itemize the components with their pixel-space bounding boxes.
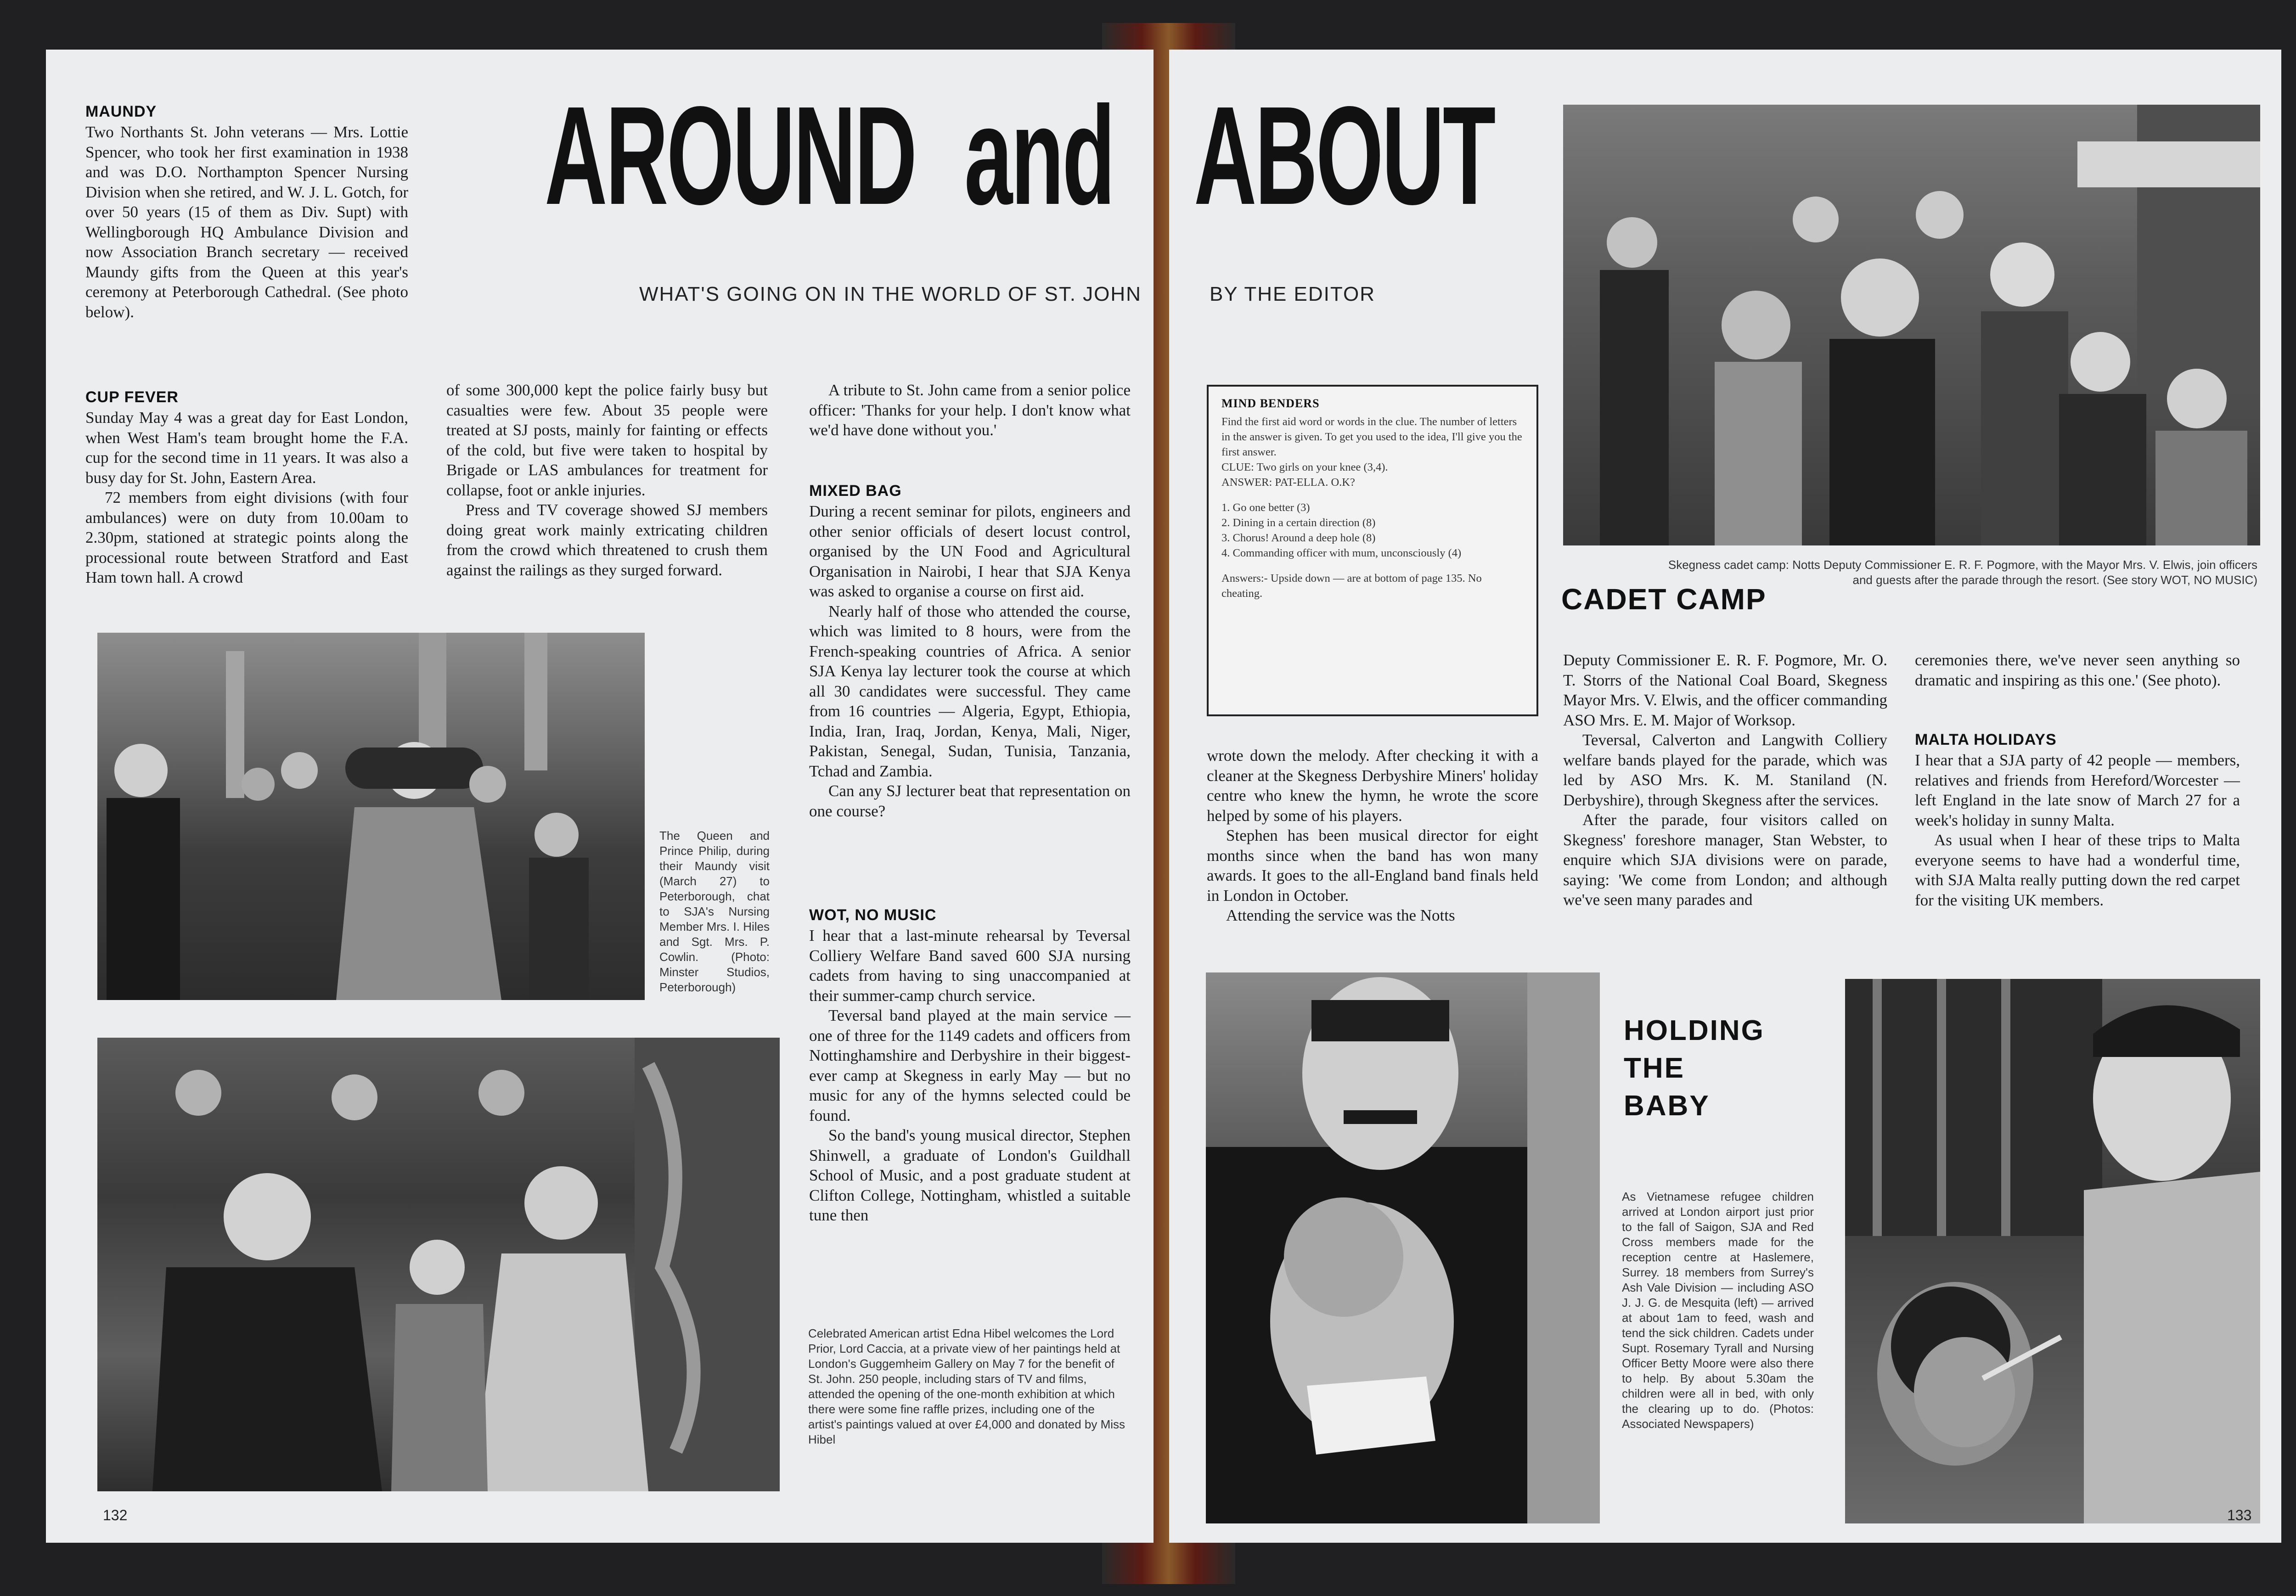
mind-benders-box [1207,385,1538,716]
mind-benders-item-3: 3. Chorus! Around a deep hole (8) [1221,532,1376,544]
wot-no-music-heading: WOT, NO MUSIC [809,906,937,924]
feeding-photo-drawing [1845,979,2260,1523]
mind-benders-item-2: 2. Dining in a certain direction (8) [1221,517,1376,529]
man-holding-baby-photo [1206,972,1600,1523]
cup-fever-heading: CUP FEVER [85,388,179,406]
wot-no-music-continued: wrote down the melody. After checking it with a cleaner at the Skegness Derbyshire Miners' holiday centre who knew the hymn, he wrote the score helped by some of his players. Stephen has been musical director for eight months since when the band has won many awards. It goes to the all-England band finals held in London in October. Attending the service was the Notts [1207,747,1538,924]
hibel-caption: Celebrated American artist Edna Hibel welcomes the Lord Prior, Lord Caccia, at a private view of her paintings held at London's Guggemheim Gallery on May 7 for the benefit of St. John. 250 people, including stars of TV and films, attended the opening of the one-month exhibition at which there were some fine raffle prizes, including one of the artist's paintings valued at over £4,000 and donated by Miss Hibel [808,1326,1125,1446]
queen-photo-drawing [97,633,645,1000]
skegness-cadet-camp-photo [1563,105,2260,545]
mixed-bag-text: During a recent seminar for pilots, engineers and other senior officials of desert locust control, organised by the UN Food and Agricultural Organisation in Nairobi, I hear that SJA Kenya was asked to organise a course on first aid. Nearly half of those who attended the course, which was limited to 8 hours, were from the French-speaking countries of Africa. A senior SJA Kenya lay lecturer took the course at which all 30 candidates were successful. They came from 16 countries — Algeria, Egypt, Ethiopia, India, Iran, Iraq, Jordan, Kenya, Mali, Niger, Pakistan, Senegal, Sudan, Tunisia, Tanzania, Tchad and Zambia. Can any SJ lecturer beat that representation on one course? [809,502,1131,820]
hibel-gallery-photo [97,1038,780,1491]
queen-maundy-photo [97,633,645,1000]
malta-heading: MALTA HOLIDAYS [1915,731,2057,748]
mind-benders-title: MIND BENDERS [1221,397,1320,410]
cadet-camp-heading: CADET CAMP [1561,583,1767,616]
baby-caption: As Vietnamese refugee children arrived at London airport just prior to the fall of Saigon, SJA and Red Cross members made for the reception centre at Haslemere, Surrey. 18 members from Surrey's Ash Vale Division — including ASO J. J. G. de Mesquita (left) — arrived at about 1am to feed, wash and tend the sick children. Cadets under Supt. Rosemary Tyrall and Nursing Officer Betty Moore were also there to help. By about 5.30am the children were all in bed, with only the clearing up to do. (Photos: Associated Newspapers) [1622,1190,1814,1431]
queen-caption: The Queen and Prince Philip, during their Maundy visit (March 27) to Peterborough, chat to SJA's Nursing Member Mrs. I. Hiles and Sgt. Mrs. P. Cowlin. (Photo: Minster Studios, Peterborough) [659,829,770,994]
title-about: ABOUT [1194,77,1494,234]
cup-fever-col2: of some 300,000 kept the police fairly busy but casualties were few. About 35 people were treated at SJ posts, mainly for fainting or effects of the cold, but five were taken to hospital by Brigade or LAS ambulances for treatment for collapse, foot or ankle injuries. Press and TV coverage showed SJ members doing great work mainly extricating children from the crowd which threatened to crush them against the railings as they surged forward. [446,381,768,579]
wot-no-music-text: I hear that a last-minute rehearsal by Teversal Colliery Welfare Band saved 600 SJA nursing cadets from having to sing unaccompanied at their summer-camp church service. Teversal band played at the main service — one of three for the 1149 cadets and officers from Nottinghamshire and Derbyshire in their biggest-ever camp at Skegness in early May — but no music for any of the hymns selected could be found. So the band's young musical director, Stephen Shinwell, a graduate of London's Guildhall School of Music, and a post graduate student at Clifton College, Nottingham, whistled a suitable tune then [809,927,1131,1224]
mind-benders-item-4: 4. Commanding officer with mum, unconsciously (4) [1221,547,1462,559]
holding-the-baby-heading: HOLDING THE BABY [1624,1015,1765,1122]
mind-benders-answer: ANSWER: PAT-ELLA. O.K? [1221,476,1355,489]
page-number-right: 133 [2227,1507,2252,1523]
cup-fever-col1: Sunday May 4 was a great day for East London, when West Ham's team brought home the F.A. cup for the second time in 11 years. It was also a busy day for St. John, Eastern Area. 72 members from eight divisions (with four ambulances) were on duty from 10.00am to 2.30pm, stationed at strategic points along the processional route between Stratford and East Ham town hall. A crowd [85,409,408,586]
mind-benders-item-1: 1. Go one better (3) [1221,501,1310,514]
mind-benders-clue: CLUE: Two girls on your knee (3,4). [1221,461,1388,473]
feeding-child-photo [1845,979,2260,1523]
subtitle-left: WHAT'S GOING ON IN THE WORLD OF ST. JOHN [639,283,1142,305]
tribute-text: A tribute to St. John came from a senior police officer: 'Thanks for your help. I don't know what we'd have done without you.' [809,381,1131,439]
malta-text: I hear that a SJA party of 42 people — members, relatives and friends from Hereford/Worcester — left England in the late snow of March 27 for a week's holiday in sunny Malta. As usual when I hear of these trips to Malta everyone seems to have had a wonderful time, with SJA Malta really putting down the red carpet for the visiting UK members. [1915,751,2240,909]
page-number-left: 132 [103,1507,128,1523]
mind-benders-intro: Find the first aid word or words in the clue. The number of letters in the answer is given. To get you used to the idea, I'll give you the first answer. [1221,416,1522,458]
baby-photo-drawing [1206,972,1600,1523]
title-and: and [964,77,1114,234]
right-page [1169,50,2281,1543]
cadet-camp-col1: Deputy Commissioner E. R. F. Pogmore, Mr. O. T. Storrs of the National Coal Board, Skegness Mayor Mrs. V. Elwis, and the officer commanding ASO Mrs. E. M. Major of Worksop. Teversal, Calverton and Langwith Colliery welfare bands played for the parade, which was led by ASO Mrs. K. M. Staniland (N. Derbyshire), through Skegness after the services. After the parade, four visitors called on Skegness' foreshore manager, Stan Webster, to enquire which SJA divisions were on parade, saying: 'We come from London; and although we've seen many parades and [1563,651,1887,909]
title-around: AROUND [545,77,916,234]
left-page [46,50,1154,1543]
maundy-heading: MAUNDY [85,103,157,120]
maundy-text: Two Northants St. John veterans — Mrs. Lottie Spencer, who took her first examination in 1938 and was D.O. Northampton Spencer Nursing Division when she retired, and W. J. L. Gotch, for over 50 years (15 of them as Div. Supt) with Wellingborough HQ Ambulance Division and now Association Branch secretary — received Maundy gifts from the Queen at this year's ceremony at Peterborough Cathedral. (See photo below). [85,123,408,321]
mixed-bag-heading: MIXED BAG [809,482,902,500]
cadet-camp-col2: ceremonies there, we've never seen anything so dramatic and inspiring as this one.' (See photo). [1915,651,2240,689]
mind-benders-footer: Answers:- Upside down — are at bottom of page 135. No cheating. [1221,572,1482,600]
skegness-photo-drawing [1563,105,2260,545]
skegness-caption: Skegness cadet camp: Notts Deputy Commissioner E. R. F. Pogmore, with the Mayor Mrs. V. Elwis, join officers and guests after the parade through the resort. (See story WOT, NO MUSIC) [1668,558,2257,587]
hibel-photo-drawing [97,1038,780,1491]
subtitle-right: BY THE EDITOR [1210,283,1375,305]
